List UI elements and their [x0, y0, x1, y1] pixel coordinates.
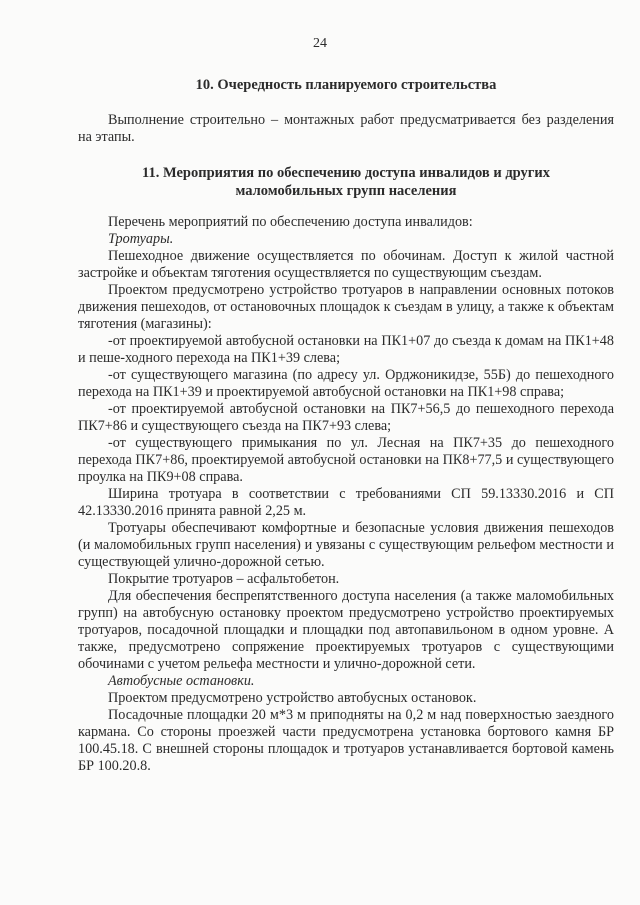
page-number: 24 — [313, 36, 327, 51]
paragraph-accessibility: Для обеспечения беспрепятственного доступа населения (а также маломобильных групп) на автобусную остановку проектом предусмотрено устройство проектируемых тротуаров, посадочной площадки и площадки под автопавильоном в одном уровне. А также, предусмотрено сопряжение проектируемых тротуаров с существующими обочинами с учетом рельефа местности и улично-дорожной сети. — [78, 588, 614, 672]
subheading-bus-stops: Автобусные остановки. — [108, 673, 255, 689]
list-item-sidewalk-4: -от существующего примыкания по ул. Лесная на ПК7+35 до пешеходного перехода ПК7+86, проектируемой автобусной остановки на ПК8+77,5 и существующего проулка на ПК9+08 справа. — [78, 435, 614, 485]
list-item-sidewalk-1: -от проектируемой автобусной остановки на ПК1+07 до съезда к домам на ПК1+48 и пеше-ходного перехода на ПК1+39 слева; — [78, 333, 614, 366]
subheading-sidewalks: Тротуары. — [108, 231, 174, 247]
section-10-heading: 10. Очередность планируемого строительства — [195, 77, 497, 93]
page-content — [78, 76, 614, 775]
paragraph-sidewalk-surface: Покрытие тротуаров – асфальтобетон. — [108, 571, 340, 587]
paragraph-sidewalk-width: Ширина тротуара в соответствии с требованиями СП 59.13330.2016 и СП 42.13330.2016 принята равной 2,25 м. — [78, 486, 614, 519]
paragraph-intro: Перечень мероприятий по обеспечению доступа инвалидов: — [108, 214, 473, 230]
paragraph-sidewalk-construction: Проектом предусмотрено устройство тротуаров в направлении основных потоков движения пешеходов, от остановочных площадок к съездам в улицу, а также к объектам тяготения (магазины): — [78, 282, 614, 332]
section-11-heading-line1: 11. Мероприятия по обеспечению доступа инвалидов и других — [142, 165, 550, 181]
list-item-sidewalk-3: -от проектируемой автобусной остановки на ПК7+56,5 до пешеходного перехода ПК7+86 и существующего съезда на ПК7+93 слева; — [78, 401, 614, 434]
paragraph-boarding-platforms: Посадочные площадки 20 м*3 м приподняты на 0,2 м над поверхностью заездного кармана. Со стороны проезжей части предусмотрена установка бортового камня БР 100.45.18. С внешней стороны площадок и тротуаров устанавливается бортовой камень БР 100.20.8. — [78, 707, 614, 774]
paragraph-bus-stops: Проектом предусмотрено устройство автобусных остановок. — [108, 690, 477, 706]
paragraph-pedestrian-traffic: Пешеходное движение осуществляется по обочинам. Доступ к жилой частной застройке и объектам тяготения осуществляется по существующим съездам. — [78, 248, 614, 281]
section-11-heading-line2: маломобильных групп населения — [235, 183, 457, 199]
paragraph-sidewalk-conditions: Тротуары обеспечивают комфортные и безопасные условия движения пешеходов (и маломобильных групп населения) и увязаны с существующим рельефом местности и существующей улично-дорожной сетью. — [78, 520, 614, 570]
section-10-paragraph: Выполнение строительно – монтажных работ предусматривается без разделения на этапы. — [78, 112, 614, 145]
list-item-sidewalk-2: -от существующего магазина (по адресу ул. Орджоникидзе, 55Б) до пешеходного перехода на ПК1+39 и проектируемой автобусной остановки на ПК1+98 справа; — [78, 367, 614, 400]
